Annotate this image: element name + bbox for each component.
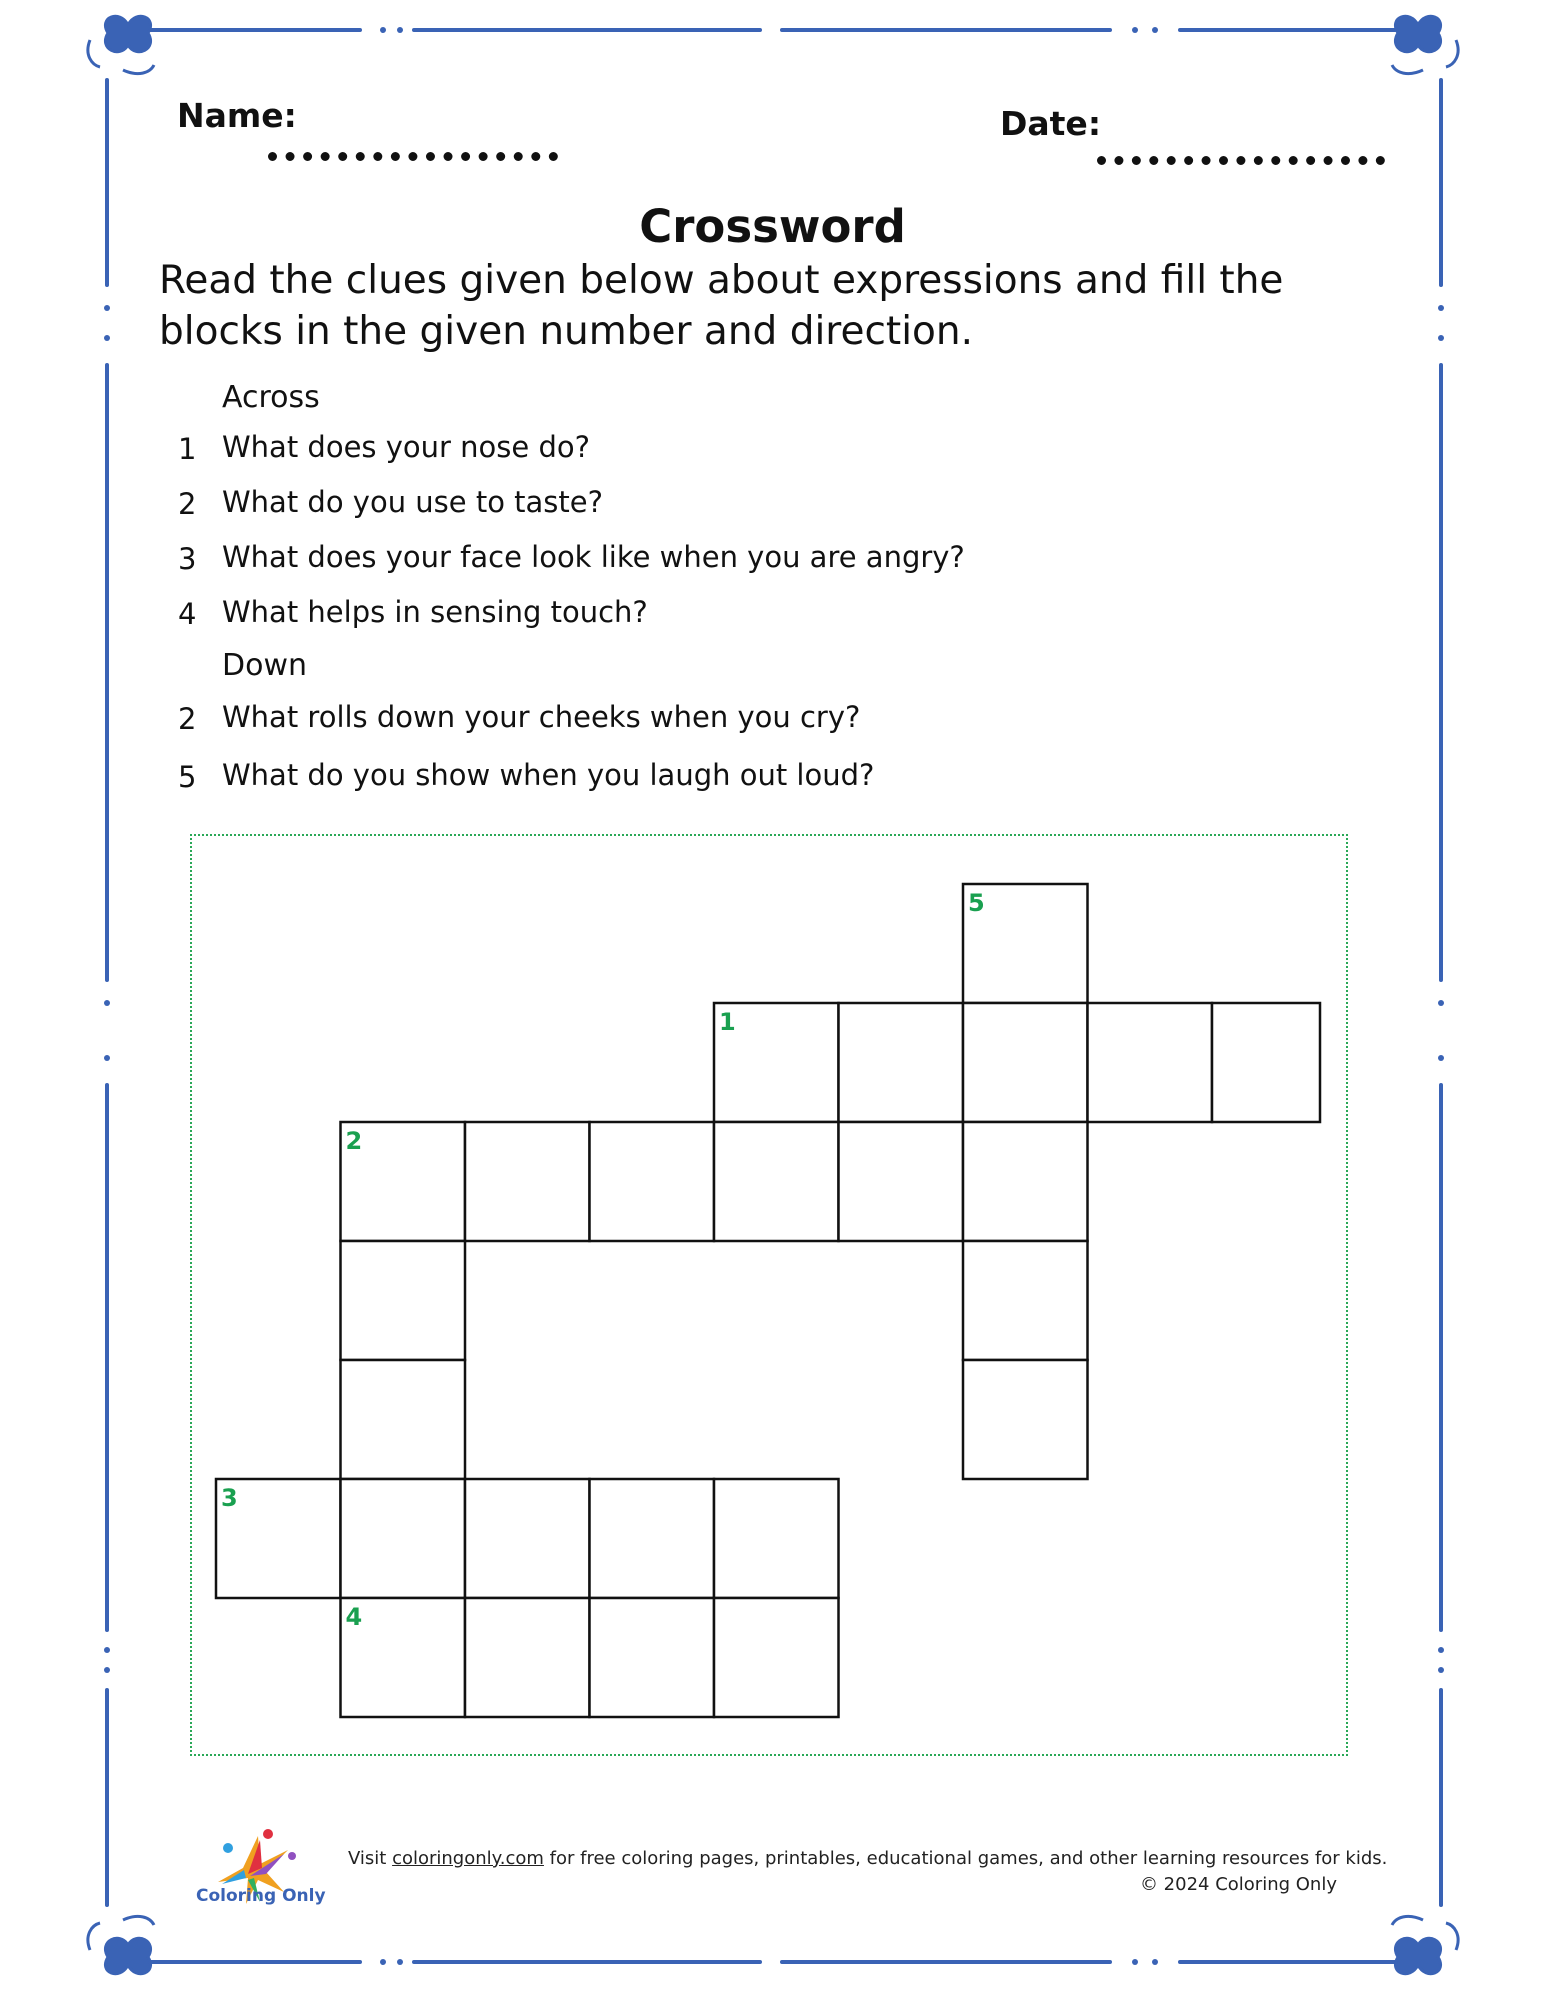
- grid-cell[interactable]: [963, 1360, 1088, 1479]
- grid-cell[interactable]: [963, 1241, 1088, 1360]
- grid-cell[interactable]: [465, 1598, 590, 1717]
- clue-text: What do you use to taste?: [222, 485, 604, 519]
- clue-text: What does your nose do?: [222, 430, 590, 464]
- grid-cell[interactable]: [839, 1003, 964, 1122]
- footer-link[interactable]: coloringonly.com: [392, 1848, 544, 1869]
- grid-cell[interactable]: [714, 1598, 839, 1717]
- name-label: Name:: [177, 96, 297, 135]
- clue-number: 4: [178, 597, 197, 631]
- instructions: Read the clues given below about expressions and fill the blocks in the given number and direction.: [159, 258, 1284, 354]
- clue-number: 2: [178, 487, 197, 521]
- clue-text: What do you show when you laugh out loud?: [222, 758, 875, 792]
- grid-cell[interactable]: [590, 1598, 715, 1717]
- grid-cell[interactable]: [465, 1479, 590, 1598]
- grid-cell[interactable]: [839, 1122, 964, 1241]
- footer-copyright: © 2024 Coloring Only: [1139, 1874, 1337, 1895]
- across-heading: Across: [222, 380, 320, 415]
- clue-number: 1: [178, 432, 197, 466]
- grid-cell[interactable]: [1212, 1003, 1320, 1122]
- down-heading: Down: [222, 648, 308, 683]
- clue-text: What helps in sensing touch?: [222, 595, 648, 629]
- footer-suffix: for free coloring pages, printables, educational games, and other learning resources for kids.: [543, 1848, 1388, 1869]
- clue-number: 3: [178, 542, 197, 576]
- clue-text: What does your face look like when you are angry?: [222, 540, 965, 574]
- grid-cell[interactable]: [590, 1122, 715, 1241]
- logo-text: Coloring Only: [196, 1886, 326, 1906]
- grid-cell[interactable]: [714, 1479, 839, 1598]
- grid-cell[interactable]: [341, 1479, 466, 1598]
- grid-number: 4: [345, 1603, 363, 1631]
- clue-number: 5: [178, 760, 197, 794]
- clue-text: What rolls down your cheeks when you cry?: [222, 700, 861, 734]
- grid-cell[interactable]: [963, 1003, 1088, 1122]
- grid-cell[interactable]: [465, 1122, 590, 1241]
- grid-cell[interactable]: [341, 1360, 466, 1479]
- grid-cell[interactable]: [590, 1479, 715, 1598]
- grid-number: 5: [968, 889, 985, 917]
- grid-cell[interactable]: [714, 1122, 839, 1241]
- grid-cell[interactable]: [341, 1241, 466, 1360]
- clue-number: 2: [178, 702, 197, 736]
- grid-number: 2: [345, 1127, 363, 1155]
- grid-cell[interactable]: [1088, 1003, 1213, 1122]
- grid-cell[interactable]: [963, 1122, 1088, 1241]
- page-title: Crossword: [639, 200, 906, 253]
- grid-number: 1: [719, 1008, 736, 1036]
- date-label: Date:: [1000, 104, 1102, 143]
- footer-prefix: Visit: [348, 1848, 393, 1869]
- footer-visit: [348, 1848, 1387, 1869]
- grid-number: 3: [221, 1484, 238, 1512]
